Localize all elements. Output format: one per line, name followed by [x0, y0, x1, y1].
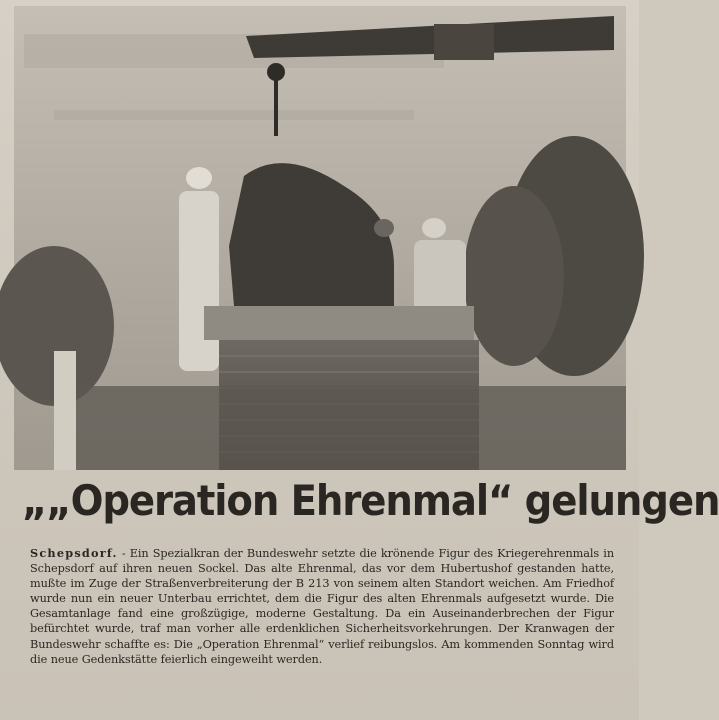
- headline: „„Operation Ehrenmal“ gelungen: [22, 476, 719, 525]
- article-dateline: Schepsdorf.: [30, 546, 118, 560]
- news-photo: [14, 6, 626, 470]
- article-paragraph: [30, 546, 614, 667]
- photo-illustration: [14, 6, 626, 470]
- article-text: - Ein Spezialkran der Bundeswehr setzte die krönende Figur des Kriegerehrenmals in Schepsdorf auf ihren neuen Sockel. Das alte Ehrenmal, das vor dem Hubertushof gestanden hatte, mußte im Zuge der Straßenverbreiterung der B 213 von seinem alten Standort weichen. Am Friedhof wurde nun ein neuer Unterbau errichtet, dem die Figur des alten Ehrenmals aufgesetzt wurde. Die Gesamtanlage fand eine großzügige, moderne Gestaltung. Da ein Auseinanderbrechen der Figur befürchtet wurde, traf man vorher alle erdenklichen Sicherheitsvorkehrungen. Der Kranwagen der Bundeswehr schaffte es: Die „Operation Ehrenmal“ verlief reibungslos. Am kommenden Sonntag wird die neue Gedenkstätte feierlich eingeweiht werden.: [30, 547, 614, 666]
- article-body: [30, 546, 614, 667]
